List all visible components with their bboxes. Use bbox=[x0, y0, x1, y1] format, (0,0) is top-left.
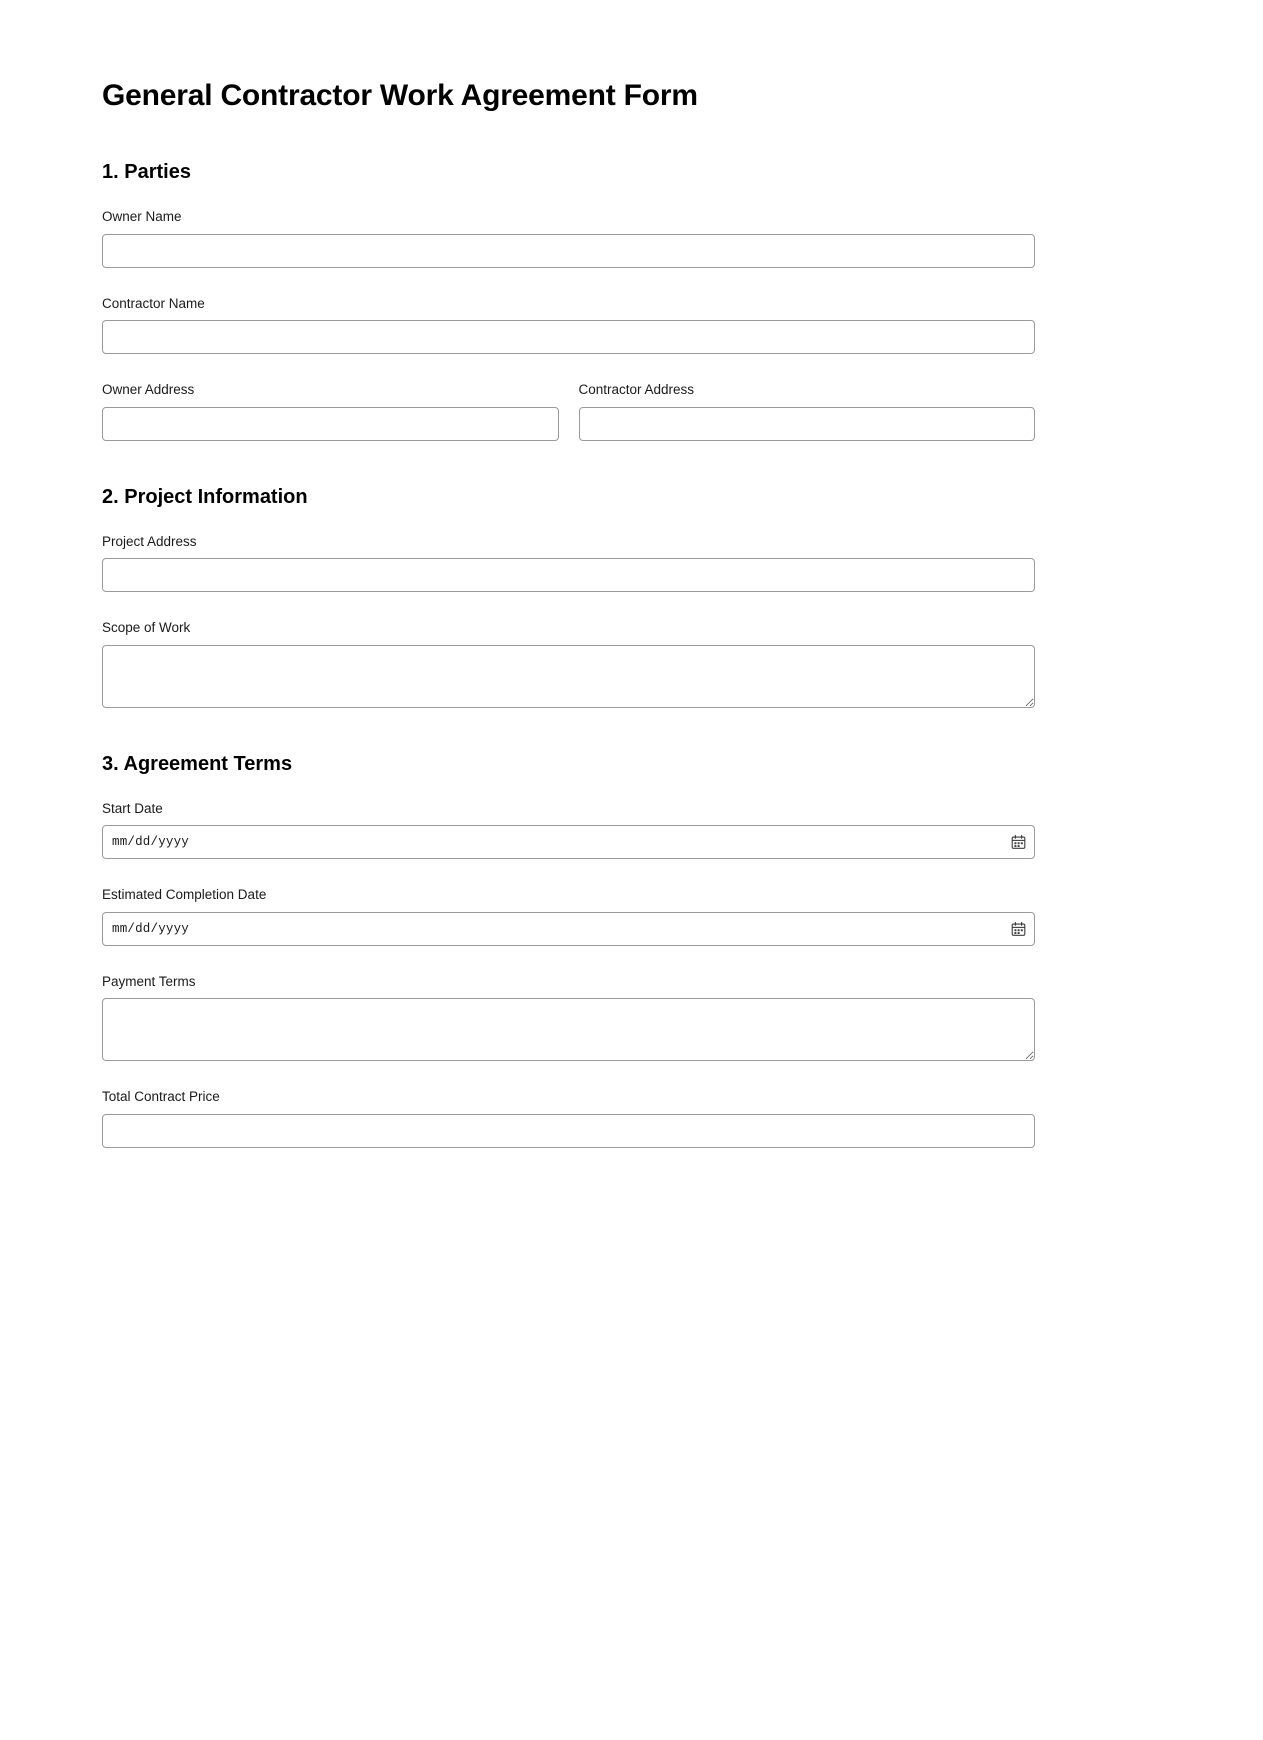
label-owner-address: Owner Address bbox=[102, 382, 195, 398]
label-payment-terms: Payment Terms bbox=[102, 973, 196, 989]
section-heading-project-information: 2. Project Information bbox=[102, 485, 308, 508]
owner-address-input[interactable] bbox=[102, 407, 559, 441]
field-contractor-address bbox=[579, 381, 1036, 441]
label-contractor-address: Contractor Address bbox=[578, 382, 695, 398]
start-date-wrapper bbox=[102, 825, 1035, 859]
contractor-address-input[interactable] bbox=[579, 407, 1036, 441]
estimated-completion-date-placeholder: mm/dd/yyyy bbox=[112, 921, 190, 936]
section-heading-agreement-terms: 3. Agreement Terms bbox=[102, 752, 293, 775]
label-contractor-name: Contractor Name bbox=[102, 295, 205, 311]
field-estimated-completion-date bbox=[102, 886, 1035, 946]
start-date-placeholder: mm/dd/yyyy bbox=[112, 835, 190, 850]
total-contract-price-input[interactable] bbox=[102, 1114, 1035, 1148]
calendar-icon[interactable] bbox=[1011, 921, 1026, 936]
scope-of-work-textarea[interactable] bbox=[102, 645, 1035, 708]
section-agreement-terms bbox=[102, 752, 1035, 1148]
address-row bbox=[102, 381, 1035, 441]
owner-name-input[interactable] bbox=[102, 234, 1035, 268]
section-project-information bbox=[102, 485, 1035, 708]
label-total-contract-price: Total Contract Price bbox=[102, 1089, 220, 1105]
field-contractor-name bbox=[102, 295, 1035, 355]
field-total-contract-price bbox=[102, 1088, 1035, 1148]
field-owner-name bbox=[102, 208, 1035, 268]
page-title: General Contractor Work Agreement Form bbox=[102, 79, 698, 112]
label-estimated-completion-date: Estimated Completion Date bbox=[102, 887, 267, 903]
field-owner-address bbox=[102, 381, 559, 441]
contractor-name-input[interactable] bbox=[102, 320, 1035, 354]
label-start-date: Start Date bbox=[102, 800, 163, 816]
label-scope-of-work: Scope of Work bbox=[102, 620, 191, 636]
project-address-input[interactable] bbox=[102, 558, 1035, 592]
estimated-completion-date-input[interactable] bbox=[102, 912, 1035, 946]
field-payment-terms bbox=[102, 973, 1035, 1062]
section-parties bbox=[102, 160, 1035, 441]
field-start-date bbox=[102, 800, 1035, 860]
payment-terms-textarea[interactable] bbox=[102, 998, 1035, 1061]
calendar-icon[interactable] bbox=[1011, 835, 1026, 850]
field-scope-of-work bbox=[102, 619, 1035, 708]
field-project-address bbox=[102, 533, 1035, 593]
section-heading-parties: 1. Parties bbox=[102, 161, 191, 183]
estimated-completion-date-wrapper bbox=[102, 912, 1035, 946]
label-project-address: Project Address bbox=[102, 533, 197, 549]
label-owner-name: Owner Name bbox=[102, 209, 182, 224]
start-date-input[interactable] bbox=[102, 825, 1035, 859]
